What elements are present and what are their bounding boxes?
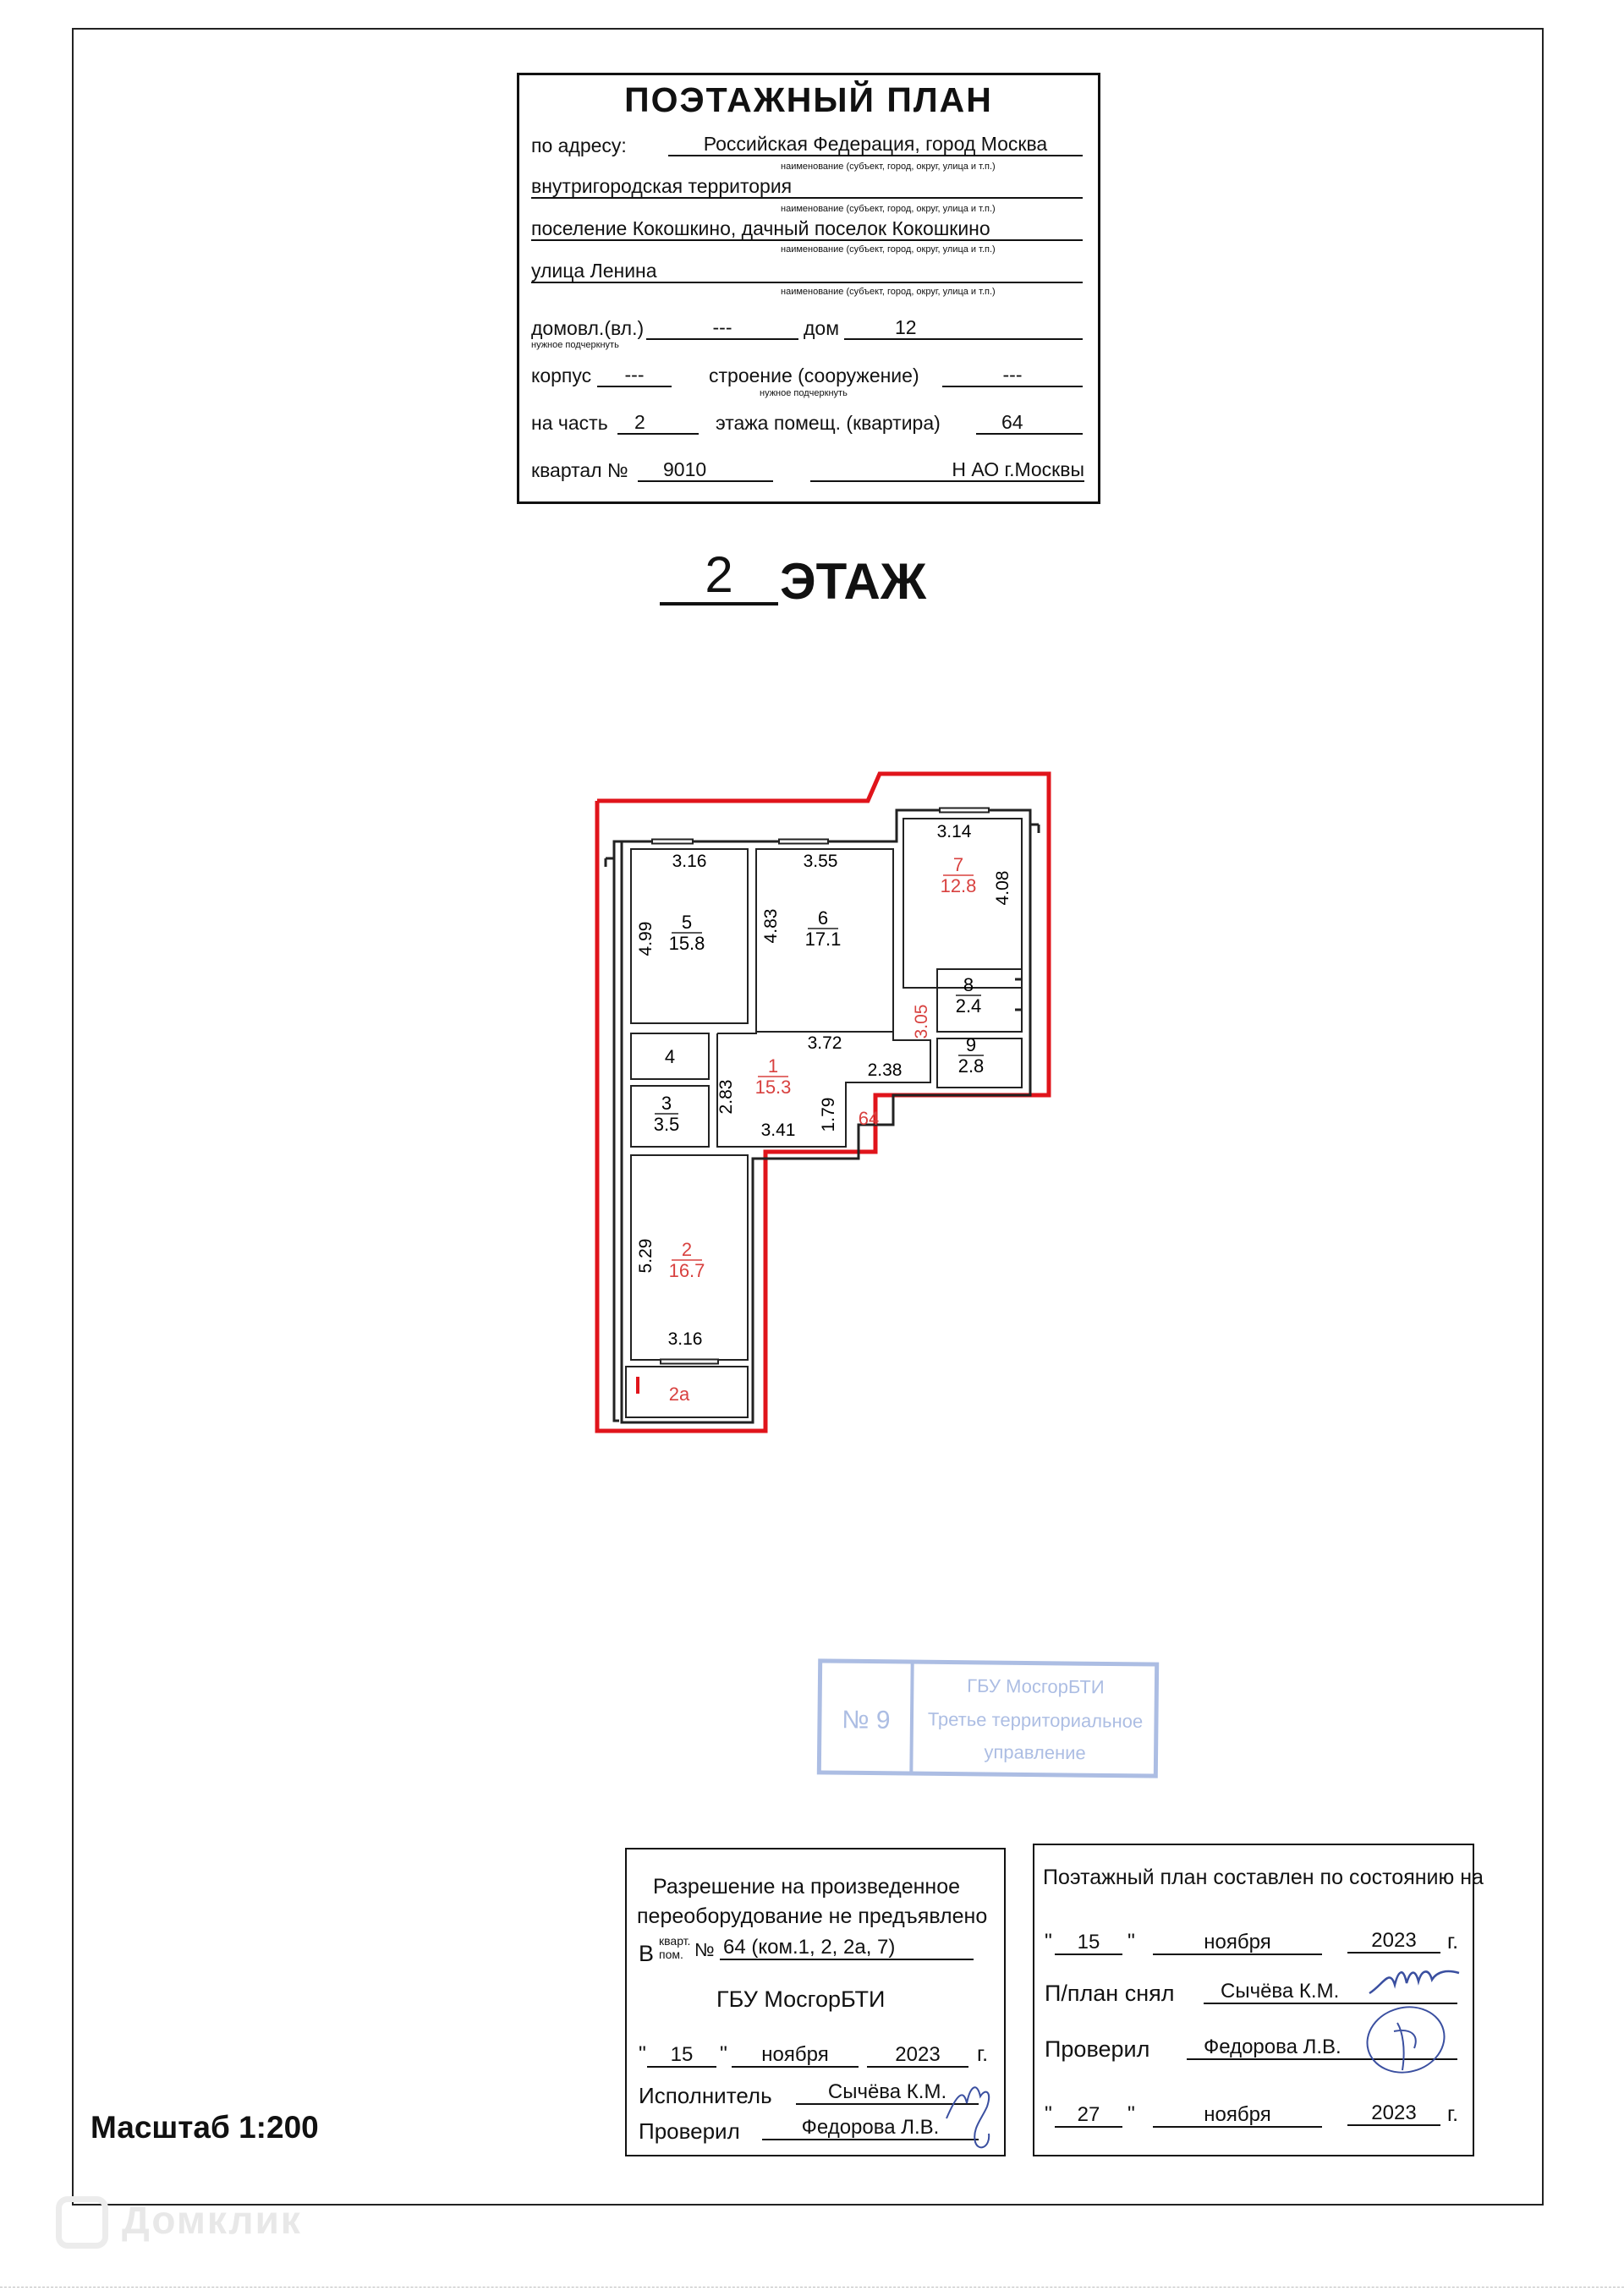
- page-bottom-divider: [0, 2287, 1624, 2288]
- room-3-number: 3: [661, 1093, 672, 1114]
- room-5-number: 5: [681, 912, 693, 933]
- stamp-line3: управление: [984, 1740, 1086, 1764]
- watermark-text: Домклик: [122, 2198, 302, 2242]
- room-8-number: 8: [963, 974, 974, 995]
- apartment-number: 64: [858, 1108, 880, 1129]
- permission-box: [625, 1848, 1006, 2156]
- ispolnitel-signature: [941, 2069, 1001, 2154]
- stroenie-value: ---: [942, 364, 1083, 387]
- permission-kvart: кварт.: [659, 1934, 691, 1948]
- status-snyal-label: П/план снял: [1045, 1981, 1175, 2006]
- room-1-area: 15.3: [754, 1077, 792, 1098]
- permission-line2: переоборудование не предъявлено: [637, 1904, 988, 1928]
- proveril-signature: [1360, 1997, 1453, 2082]
- address-label: по адресу:: [531, 134, 627, 156]
- room-9-area: 2.8: [957, 1055, 985, 1077]
- permission-ispolnitel-name: Сычёва К.М.: [796, 2081, 979, 2105]
- dim-r7-top: 3.14: [936, 822, 972, 841]
- dim-r5-side: 4.99: [636, 921, 656, 956]
- room-6-number: 6: [817, 907, 829, 929]
- permission-quote-close: ": [720, 2042, 727, 2066]
- room-4-number: 4: [664, 1046, 676, 1067]
- dim-r7-side: 4.08: [993, 870, 1012, 906]
- permission-month: ноября: [732, 2044, 859, 2068]
- permission-proveril-name: Федорова Л.В.: [762, 2117, 979, 2140]
- permission-ispolnitel-label: Исполнитель: [639, 2083, 772, 2108]
- permission-pom: пом.: [659, 1948, 683, 1961]
- dom-value: 12: [844, 316, 1083, 340]
- dim-r2-side: 5.29: [636, 1238, 656, 1274]
- permission-rooms: 64 (ком.1, 2, 2а, 7): [720, 1937, 974, 1960]
- balcony-marker: [636, 1377, 639, 1394]
- room-7-area: 12.8: [940, 875, 977, 896]
- status-quote-close: ": [1127, 1930, 1135, 1954]
- domclick-logo-icon: [56, 2196, 108, 2249]
- status-month1: ноября: [1153, 1932, 1322, 1955]
- permission-quote-open: ": [639, 2042, 646, 2066]
- kvartal-value: 9010: [638, 458, 773, 482]
- territory-line: внутригородская территория: [531, 175, 1083, 199]
- settlement-caption: наименование (субъект, город, округ, улица и т.п.): [781, 244, 996, 255]
- scale-label: Масштаб 1:200: [91, 2110, 319, 2145]
- snyal-signature: [1366, 1959, 1468, 2002]
- domovl-label: домовл.(вл.): [531, 317, 645, 339]
- stamp-line2: Третье территориальное: [927, 1708, 1144, 1732]
- stamp-line1: ГБУ МосгорБТИ: [967, 1674, 1105, 1698]
- chast-label: на часть: [531, 412, 608, 434]
- room-2-number: 2: [681, 1239, 693, 1260]
- status-quote-close-2: ": [1127, 2102, 1135, 2126]
- dim-corridor-top: 3.72: [807, 1033, 842, 1053]
- room-8-area: 2.4: [955, 995, 982, 1016]
- room-9-number: 9: [965, 1034, 977, 1055]
- title-block: [517, 73, 1100, 504]
- dim-r1-bottom: 3.41: [760, 1121, 796, 1140]
- permission-v: В: [639, 1941, 655, 1966]
- dim-r1-small: 1.79: [819, 1097, 838, 1132]
- status-snyal-name: Сычёва К.М.: [1204, 1981, 1457, 2004]
- ao-value: Н АО г.Москвы: [810, 458, 1084, 482]
- room-7-number: 7: [952, 854, 964, 875]
- permission-day: 15: [647, 2044, 716, 2068]
- status-title: Поэтажный план составлен по состоянию на: [1043, 1866, 1484, 1889]
- status-day1: 15: [1055, 1932, 1122, 1955]
- permission-year: 2023: [867, 2044, 968, 2068]
- territory-caption: наименование (субъект, город, округ, улица и т.п.): [781, 204, 996, 214]
- dim-corridor-vert: 3.05: [912, 1004, 931, 1039]
- domovl-caption: нужное подчеркнуть: [531, 340, 619, 350]
- dim-r5-top: 3.16: [672, 852, 707, 871]
- bti-stamp: [816, 1658, 1159, 1778]
- status-quote-open-2: ": [1045, 2102, 1052, 2126]
- dim-r2-bottom: 3.16: [667, 1329, 703, 1349]
- room-5-area: 15.8: [668, 933, 705, 954]
- room-1-number: 1: [767, 1055, 779, 1077]
- dom-label: дом: [804, 317, 840, 339]
- permission-proveril-label: Проверил: [639, 2118, 740, 2144]
- stroenie-caption: нужное подчеркнуть: [760, 388, 848, 398]
- status-month2: ноября: [1153, 2104, 1322, 2128]
- dim-corridor-right: 2.38: [867, 1060, 903, 1080]
- kvartal-label: квартал №: [531, 459, 628, 481]
- status-year1: 2023: [1347, 1930, 1440, 1954]
- street-line: улица Ленина: [531, 260, 1083, 283]
- dim-r6-top: 3.55: [803, 852, 838, 871]
- permission-org: ГБУ МосгорБТИ: [716, 1986, 886, 2012]
- address-value: Российская Федерация, город Москва: [668, 133, 1083, 156]
- chast-value: 2: [617, 411, 699, 435]
- dim-r1-side: 2.83: [716, 1079, 736, 1115]
- status-proveril-name: Федорова Л.В.: [1187, 2036, 1457, 2060]
- balcony-label: 2а: [668, 1384, 690, 1405]
- document-title: ПОЭТАЖНЫЙ ПЛАН: [624, 80, 993, 119]
- address-caption: наименование (субъект, город, округ, улица и т.п.): [781, 162, 996, 172]
- status-quote-open: ": [1045, 1930, 1052, 1954]
- room-6-area: 17.1: [804, 929, 842, 950]
- status-g2: г.: [1447, 2102, 1459, 2126]
- permission-no: №: [694, 1939, 715, 1960]
- room-3-area: 3.5: [653, 1114, 680, 1135]
- domovl-value: ---: [646, 316, 798, 340]
- dim-r6-side: 4.83: [761, 908, 781, 944]
- permission-line1: Разрешение на произведенное: [653, 1875, 961, 1899]
- etazha-label: этажа помещ. (квартира): [716, 412, 941, 434]
- street-caption: наименование (субъект, город, округ, улица и т.п.): [781, 287, 996, 297]
- room-2-area: 16.7: [668, 1260, 705, 1281]
- korpus-value: ---: [597, 364, 672, 387]
- status-year2: 2023: [1347, 2102, 1440, 2126]
- korpus-label: корпус: [531, 364, 592, 386]
- stroenie-label: строение (сооружение): [709, 364, 919, 386]
- status-box: [1033, 1844, 1484, 2156]
- floor-word: ЭТАЖ: [780, 553, 927, 610]
- permission-g: г.: [977, 2042, 989, 2066]
- settlement-line: поселение Кокошкино, дачный поселок Кокошкино: [531, 217, 1083, 241]
- kvartira-value: 64: [976, 411, 1083, 435]
- status-proveril-label: Проверил: [1045, 2036, 1150, 2062]
- stamp-number: № 9: [842, 1706, 891, 1734]
- status-g1: г.: [1447, 1930, 1459, 1954]
- floor-plan: [584, 761, 1074, 1455]
- floor-number: 2: [660, 548, 778, 606]
- status-day2: 27: [1055, 2104, 1122, 2128]
